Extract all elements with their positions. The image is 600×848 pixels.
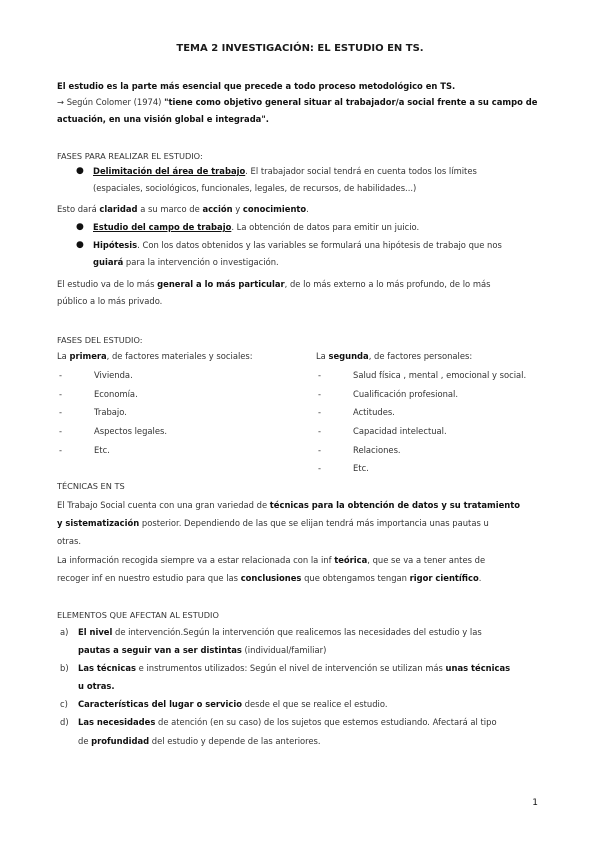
intro-line-2 <box>57 98 537 108</box>
dash-icon: - <box>59 389 63 399</box>
elemento-text: desde el que se realice el estudio. <box>241 699 388 709</box>
esto-text: a su marco de <box>137 204 203 214</box>
list-item: Capacidad intelectual. <box>353 426 447 436</box>
closing-line-2: público a lo más privado. <box>57 296 163 306</box>
bullet-icon: ● <box>76 240 84 250</box>
tecnicas-text: que obtengamos tengan <box>301 573 410 583</box>
elemento-b-line-2: u otras. <box>78 681 115 691</box>
elemento-bold: pautas a seguir van a ser distintas <box>78 645 242 655</box>
bullet-icon: ● <box>76 222 84 232</box>
section-heading-fases-estudio: FASES DEL ESTUDIO: <box>57 335 143 345</box>
fase-item-3 <box>93 241 502 251</box>
dash-icon: - <box>318 426 322 436</box>
intro-quote-2: actuación, en una visión global e integrada". <box>57 114 269 124</box>
dash-icon: - <box>59 445 63 455</box>
elemento-bold: Las técnicas <box>78 663 136 673</box>
esto-bold: conocimiento <box>242 204 307 214</box>
fases-left-intro <box>57 352 253 362</box>
list-item: Actitudes. <box>353 407 395 417</box>
dash-icon: - <box>318 445 322 455</box>
fase-item-2 <box>93 223 419 233</box>
list-item: Etc. <box>353 463 369 473</box>
fases-left-text: La <box>57 351 70 361</box>
tecnicas-text: . <box>478 573 482 583</box>
elemento-bold: Las necesidades <box>78 717 156 727</box>
closing-text: , de lo más externo a lo más profundo, de lo más <box>284 279 491 289</box>
elemento-b-line-1 <box>78 664 510 674</box>
fase-item-1-label: Delimitación del área de trabajo <box>93 166 246 176</box>
intro-line-1: El estudio es la parte más esencial que precede a todo proceso metodológico en TS. <box>57 81 456 91</box>
list-marker-a: a) <box>60 627 69 637</box>
fases-right-text: , de factores personales: <box>368 351 473 361</box>
tecnicas-text: recoger inf en nuestro estudio para que las <box>57 573 241 583</box>
elemento-text: de <box>78 736 92 746</box>
fase-item-1-text-2: (espaciales, sociológicos, funcionales, legales, de recursos, de habilidades...) <box>93 183 417 193</box>
list-item: Salud física , mental , emocional y social. <box>353 370 527 380</box>
section-heading-tecnicas: TÉCNICAS EN TS <box>57 481 125 491</box>
dash-icon: - <box>318 370 322 380</box>
page-number: 1 <box>532 798 538 808</box>
list-item: Aspectos legales. <box>94 426 168 436</box>
tecnicas-p1-line-1 <box>57 501 520 511</box>
dash-icon: - <box>59 407 63 417</box>
fase-item-3-text-2: para la intervención o investigación. <box>123 257 279 267</box>
elemento-text: de intervención.Según la intervención que realicemos las necesidades del estudio y las <box>112 627 482 637</box>
list-item: Trabajo. <box>94 407 127 417</box>
elemento-bold: profundidad <box>91 736 150 746</box>
bullet-icon: ● <box>76 166 84 176</box>
list-item: Economía. <box>94 389 138 399</box>
dash-icon: - <box>318 407 322 417</box>
tecnicas-bold: técnicas para la obtención de datos y su tratamiento <box>269 500 521 510</box>
elemento-bold: unas técnicas <box>445 663 511 673</box>
esto-text: Esto dará <box>57 204 100 214</box>
tecnicas-text: posterior. Dependiendo de las que se elijan tendrá más importancia unas pautas u <box>139 518 489 528</box>
tecnicas-bold: teórica <box>334 555 368 565</box>
tecnicas-p2-line-2 <box>57 574 481 584</box>
fases-left-text: , de factores materiales y sociales: <box>106 351 253 361</box>
elemento-a-line-2 <box>78 646 326 656</box>
tecnicas-bold: rigor científico <box>409 573 479 583</box>
closing-text: El estudio va de lo más <box>57 279 158 289</box>
intro-quote-1: "tiene como objetivo general situar al trabajador/a social frente a su campo de <box>164 97 538 107</box>
list-marker-b: b) <box>60 663 69 673</box>
elemento-d-line-2 <box>78 737 321 747</box>
fase-item-3-label: Hipótesis <box>93 240 138 250</box>
fase-item-1 <box>93 167 477 177</box>
closing-bold: general a lo más particular <box>157 279 285 289</box>
tecnicas-bold: conclusiones <box>240 573 302 583</box>
elemento-a-line-1 <box>78 628 482 638</box>
page-title: TEMA 2 INVESTIGACIÓN: EL ESTUDIO EN TS. <box>176 43 424 54</box>
tecnicas-p1-line-3: otras. <box>57 536 82 546</box>
list-item: Vivienda. <box>94 370 133 380</box>
tecnicas-p2-line-1 <box>57 556 485 566</box>
fase-item-2-label: Estudio del campo de trabajo <box>93 222 232 232</box>
arrow-icon: → <box>57 97 65 107</box>
list-marker-d: d) <box>60 717 69 727</box>
elemento-text: e instrumentos utilizados: Según el nivel de intervención se utilizan más <box>135 663 446 673</box>
fases-right-intro <box>316 352 472 362</box>
elemento-text: (individual/familiar) <box>241 645 327 655</box>
tecnicas-text: El Trabajo Social cuenta con una gran variedad de <box>57 500 270 510</box>
elemento-bold: El nivel <box>78 627 113 637</box>
tecnicas-p1-line-2 <box>57 519 489 529</box>
fase-item-2-text: . La obtención de datos para emitir un juicio. <box>231 222 420 232</box>
elemento-d-line-1 <box>78 718 497 728</box>
fase-item-3-line-2 <box>93 258 279 268</box>
section-heading-elementos: ELEMENTOS QUE AFECTAN AL ESTUDIO <box>57 610 219 620</box>
fase-item-3-text: . Con los datos obtenidos y las variables se formulará una hipótesis de trabajo que nos <box>137 240 502 250</box>
fase-item-3-bold: guiará <box>93 257 124 267</box>
elemento-bold: Características del lugar o servicio <box>78 699 242 709</box>
tecnicas-bold: y sistematización <box>57 518 140 528</box>
fases-right-text: La <box>316 351 329 361</box>
dash-icon: - <box>59 370 63 380</box>
fase-item-1-text: . El trabajador social tendrá en cuenta todos los límites <box>245 166 477 176</box>
esto-bold: claridad <box>99 204 138 214</box>
elemento-c-line-1 <box>78 700 388 710</box>
esto-text: y <box>232 204 243 214</box>
list-item: Cualificación profesional. <box>353 389 459 399</box>
dash-icon: - <box>318 389 322 399</box>
dash-icon: - <box>318 463 322 473</box>
section-heading-fases-realizar: FASES PARA REALIZAR EL ESTUDIO: <box>57 151 203 161</box>
list-item: Relaciones. <box>353 445 401 455</box>
intro-citation: Según Colomer (1974) <box>64 97 165 107</box>
esto-paragraph <box>57 205 309 215</box>
list-item: Etc. <box>94 445 110 455</box>
elemento-text: del estudio y depende de las anteriores. <box>149 736 321 746</box>
dash-icon: - <box>59 426 63 436</box>
fases-left-bold: primera <box>69 351 107 361</box>
tecnicas-text: , que se va a tener antes de <box>367 555 486 565</box>
esto-text: . <box>306 204 309 214</box>
fases-right-bold: segunda <box>328 351 369 361</box>
list-marker-c: c) <box>60 699 68 709</box>
elemento-text: de atención (en su caso) de los sujetos que estemos estudiando. Afectará al tipo <box>155 717 497 727</box>
closing-line-1 <box>57 280 490 290</box>
esto-bold: acción <box>202 204 233 214</box>
tecnicas-text: La información recogida siempre va a estar relacionada con la inf <box>57 555 335 565</box>
